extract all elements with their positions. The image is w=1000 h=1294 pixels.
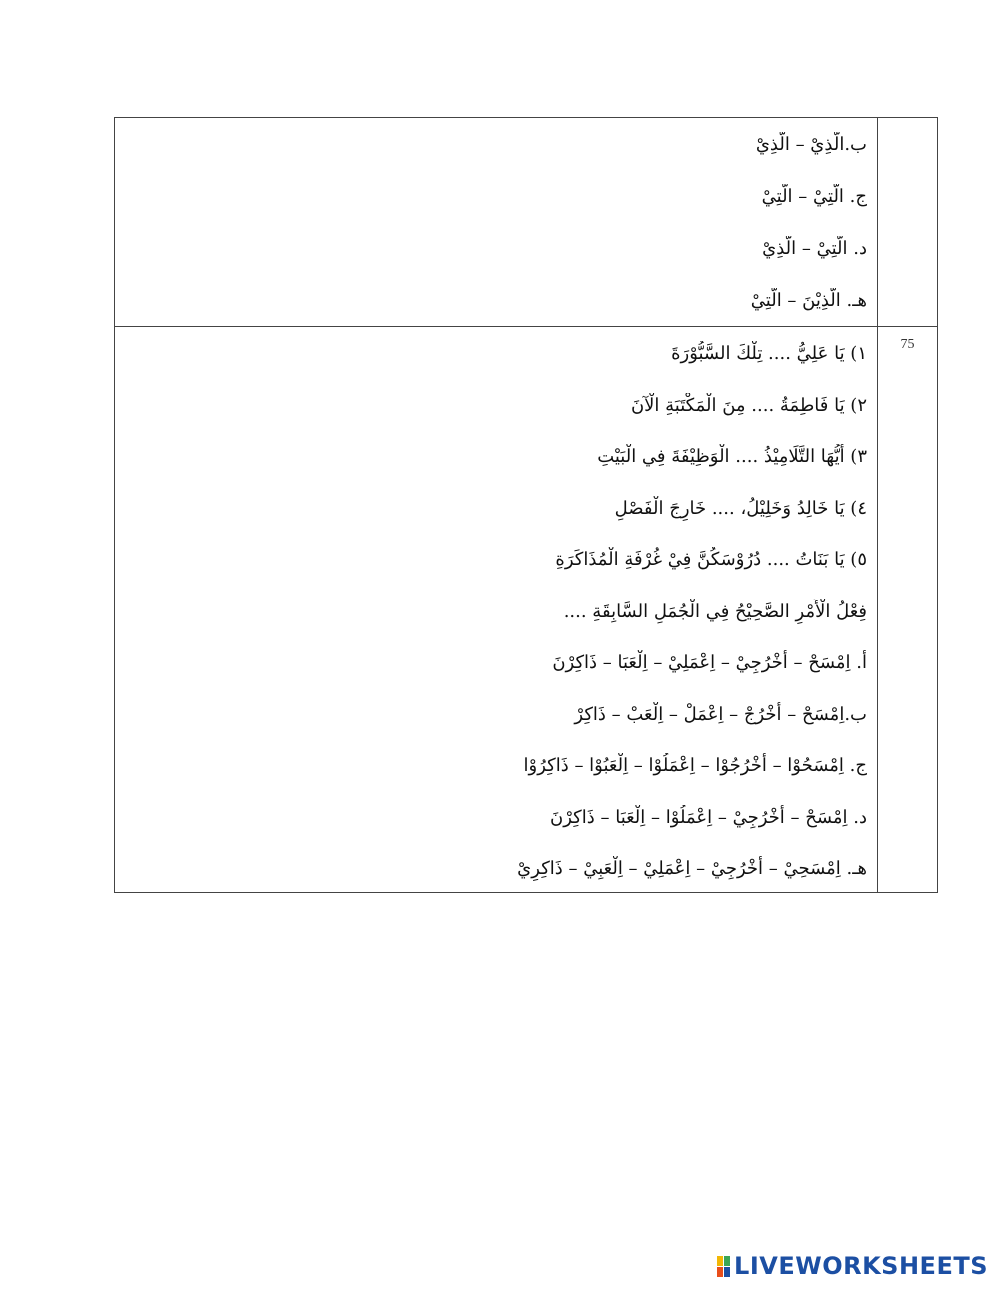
- table-row: [115, 118, 938, 327]
- logo-icon: [717, 1256, 730, 1277]
- table-row: [115, 327, 938, 893]
- sentence-line: ٢) يَا فَاطِمَةُ .... مِنَ الْمَكْتَبَةِ الْآنَ: [630, 394, 867, 416]
- sentence-line: ٥) يَا بَنَاتُ .... دُرُوْسَكُنَّ فِيْ غُرْفَةِ الْمُذَاكَرَةِ: [555, 549, 867, 570]
- question-table: [114, 117, 938, 893]
- option-line: ج. الَّتِيْ – الَّتِيْ: [761, 186, 867, 207]
- option-line: ج. اِمْسَحُوْا – أُخْرُجُوْا – اِعْمَلُوْا – اِلْعَبُوْا – ذَاكِرُوْا: [523, 755, 867, 776]
- option-line: ب.الَّذِيْ – الَّذِيْ: [755, 134, 867, 155]
- question-number-cell: [878, 327, 938, 893]
- liveworksheets-logo[interactable]: [717, 1252, 988, 1280]
- question-cell: [115, 327, 878, 893]
- option-line: ب.اِمْسَحْ – أُخْرُجْ – اِعْمَلْ – اِلْعَبْ – ذَاكِرْ: [574, 703, 867, 725]
- question-prompt: فِعْلُ الْأَمْرِ الصَّحِيْحُ فِي الْجُمَلِ السَّابِقَةِ ....: [563, 600, 867, 622]
- sentence-line: ٤) يَا خَالِدُ وَخَلِيْلُ، .... خَارِجَ الْفَصْلِ: [614, 497, 867, 519]
- option-line: د. الَّتِيْ – الَّذِيْ: [762, 238, 867, 259]
- logo-text: LIVEWORKSHEETS: [734, 1252, 988, 1280]
- options-cell: [115, 118, 878, 327]
- option-line: هـ. الَّذِيْنَ – الَّتِيْ: [750, 290, 867, 311]
- option-line: هـ. اِمْسَحِيْ – أُخْرُجِيْ – اِعْمَلِيْ – اِلْعَبِيْ – ذَاكِرِيْ: [517, 858, 867, 879]
- question-number: 75: [900, 337, 915, 352]
- question-number-cell: [878, 118, 938, 327]
- option-line: أ. اِمْسَحْ – أُخْرُجِيْ – اِعْمَلِيْ – اِلْعَبَا – ذَاكِرْنَ: [552, 652, 867, 673]
- logo-block: [724, 1256, 730, 1266]
- logo-block: [717, 1256, 723, 1266]
- logo-block: [724, 1267, 730, 1277]
- sentence-line: ١) يَا عَلِيُّ .... تِلْكَ السَّبُّوْرَةَ: [671, 343, 867, 364]
- option-line: د. اِمْسَحْ – أُخْرُجِيْ – اِعْمَلُوْا – اِلْعَبَا – ذَاكِرْنَ: [550, 806, 867, 828]
- question-number: [878, 118, 937, 128]
- sentence-line: ٣) أَيُّهَا التَّلَامِيْذُ .... الْوَظِيْفَةَ فِي الْبَيْتِ: [597, 446, 867, 467]
- logo-block: [717, 1267, 723, 1277]
